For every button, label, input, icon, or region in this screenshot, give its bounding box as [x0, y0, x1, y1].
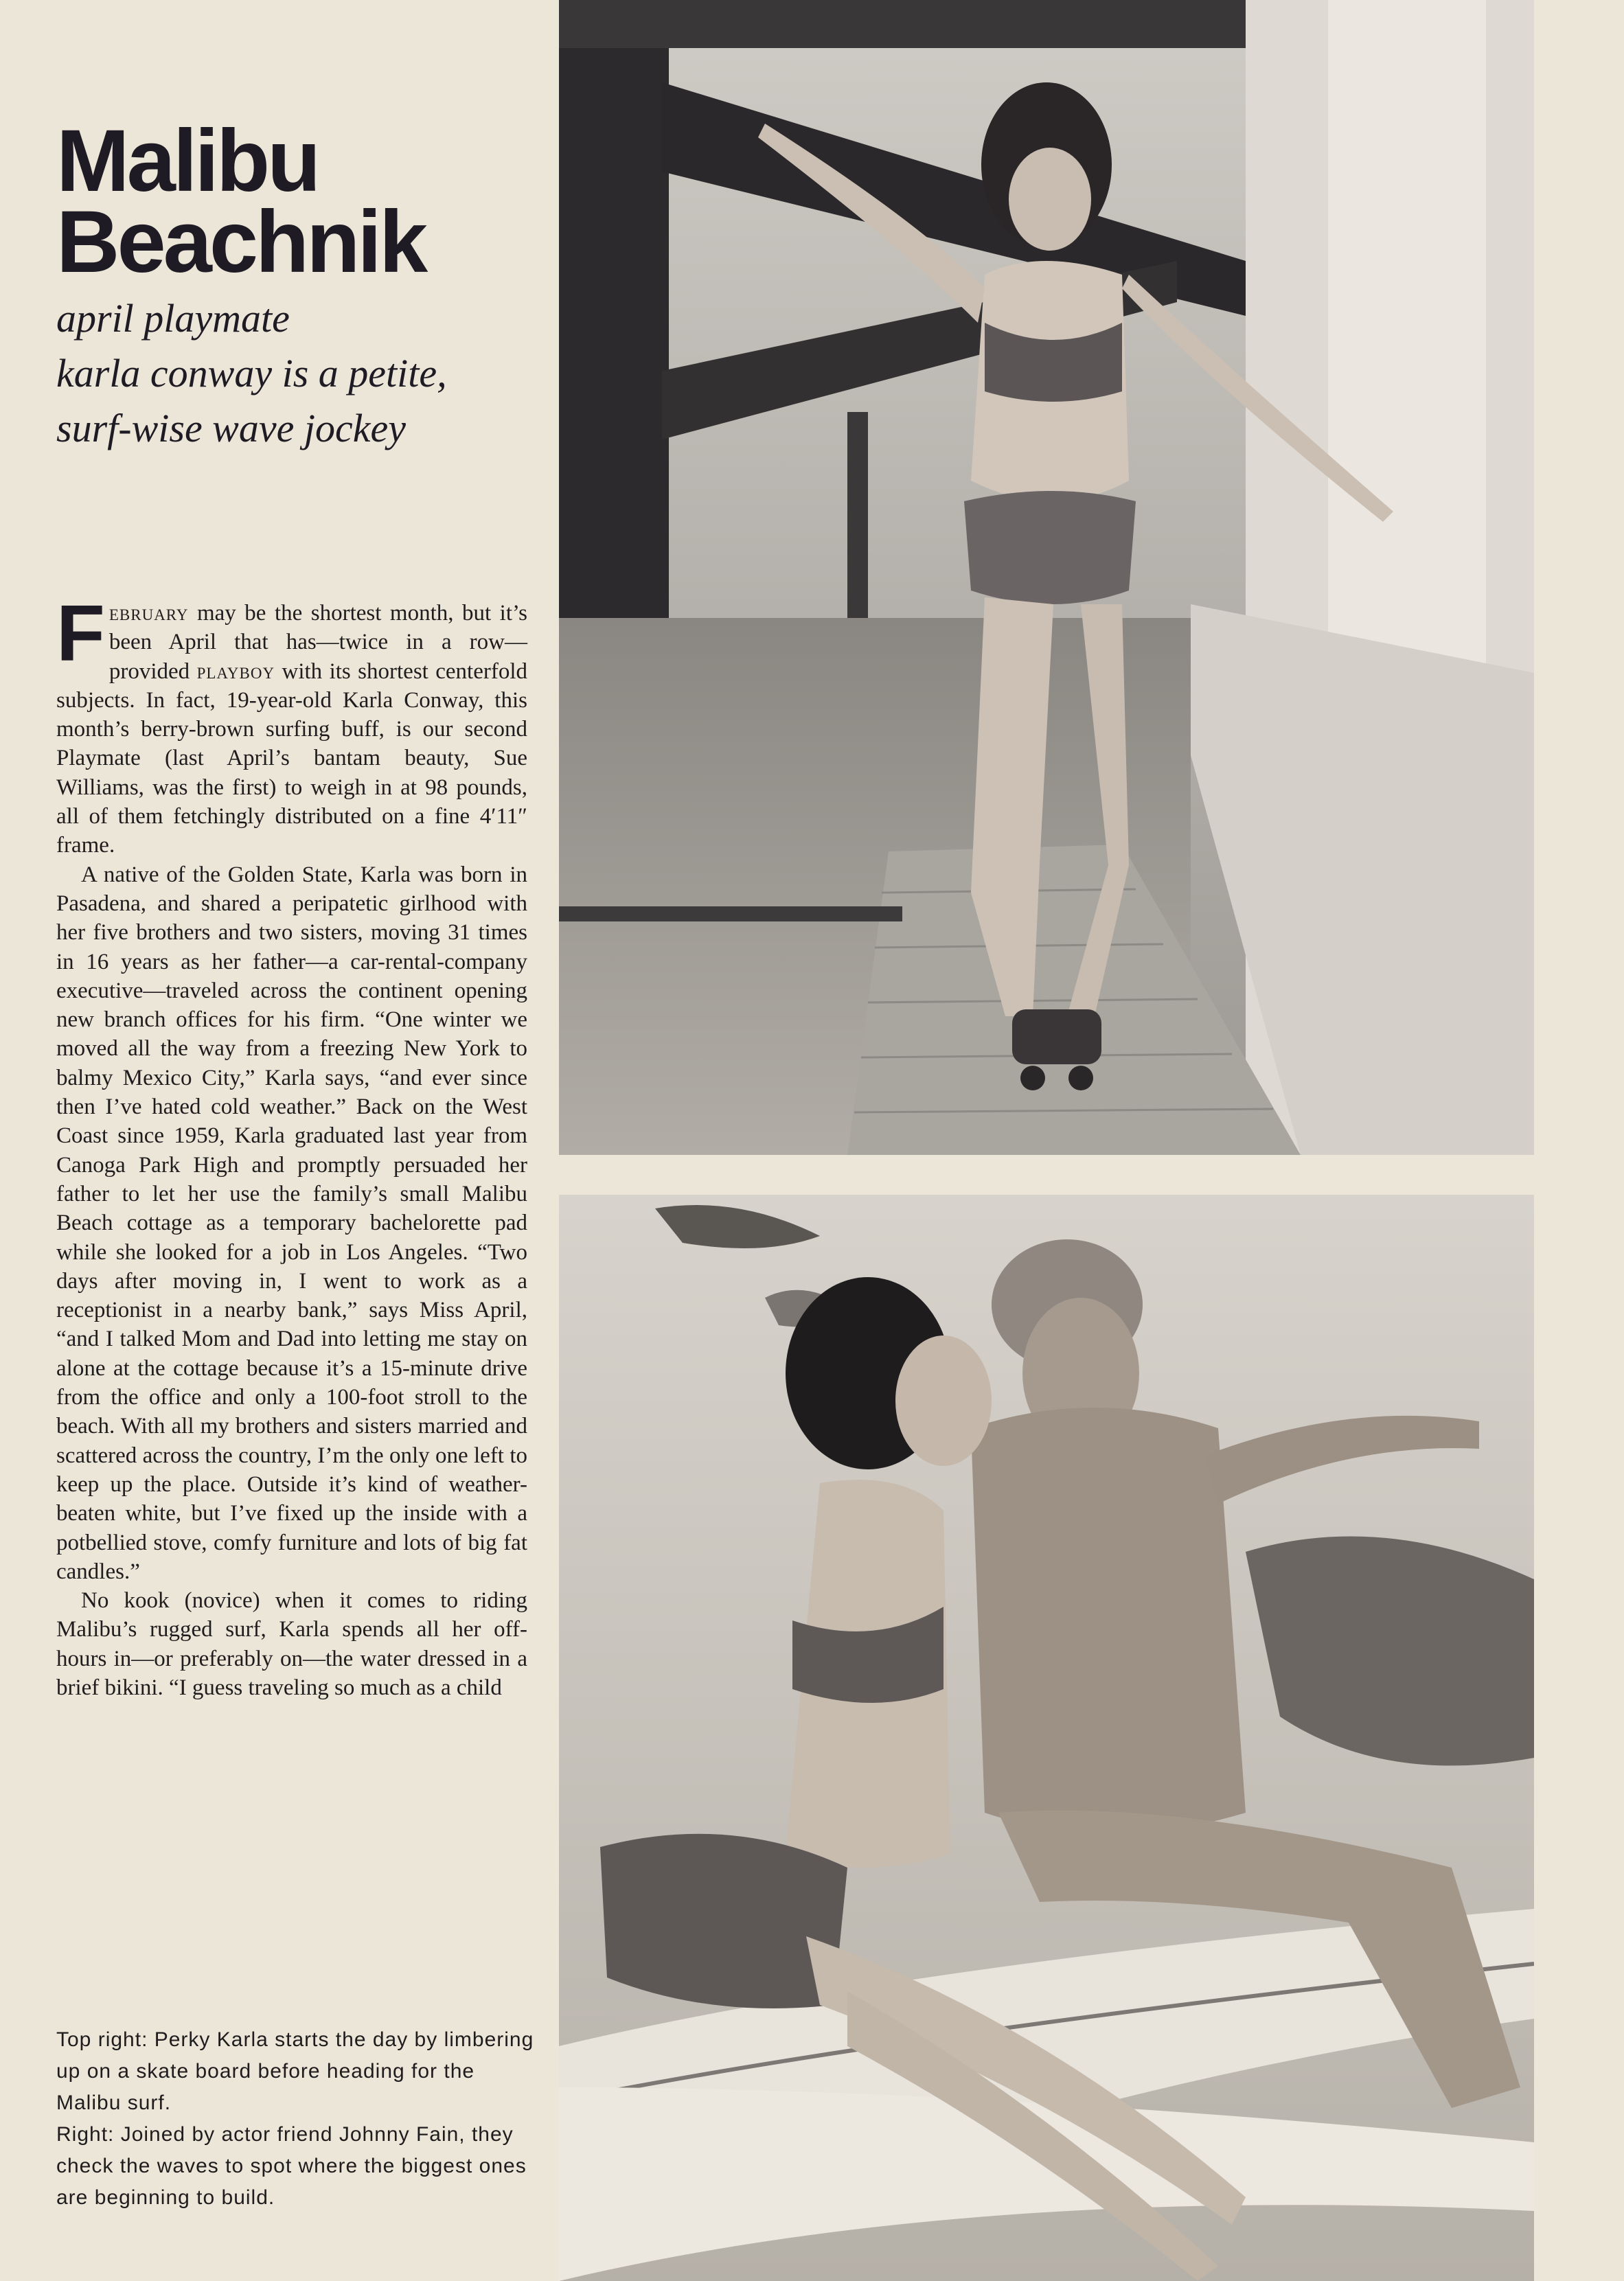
beach-couple-photo-illustration [559, 1195, 1534, 2281]
article-body [56, 588, 527, 1702]
paragraph-1 [56, 588, 527, 860]
title-line-2: Beachnik [56, 193, 426, 291]
skateboard-photo-illustration [559, 0, 1534, 1155]
title-line-1: Malibu [56, 112, 319, 210]
photo-couple-on-surfboard [559, 1195, 1534, 2281]
subtitle-line-3: surf-wise wave jockey [56, 406, 406, 450]
subtitle-line-1: april playmate [56, 296, 290, 341]
article-subtitle [56, 291, 551, 456]
lead-in-small-caps: ebruary [108, 601, 189, 626]
paragraph-3: No kook (novice) when it comes to riding Malibu’s rugged surf, Karla spends all her off-hours in—or preferably on—the water dressed in a brief bikini. “I guess traveling so much as a child [56, 1588, 527, 1700]
photo-woman-skateboarding [559, 0, 1534, 1155]
paragraph-1-text-a: may be the shortest month, but it’s been April that has—twice in a row—provided [108, 601, 527, 684]
paragraph-1-text-b: with its shortest centerfold subjects. In fact, 19-year-old Karla Conway, this month’s berry-brown surfing buff, is our second Playmate (last April’s bantam beauty, Sue Williams, was the first) to weigh in at 98 pounds, all of them fetchingly distributed on a fine 4′11″ frame. [56, 658, 527, 858]
drop-cap: F [56, 588, 105, 678]
photo-caption [56, 2024, 537, 2214]
article-title [56, 112, 551, 291]
subtitle-line-2: karla conway is a petite, [56, 351, 447, 396]
caption-top-right: Top right: Perky Karla starts the day by limbering up on a skate board before heading for the Malibu surf. [56, 2028, 534, 2114]
caption-right: Right: Joined by actor friend Johnny Fain, they check the waves to spot where the biggest ones are beginning to build. [56, 2123, 527, 2209]
paragraph-2: A native of the Golden State, Karla was born in Pasadena, and shared a peripatetic girlhood with her five brothers and two sisters, moving 31 times in 16 years as her father—a car-rental-company executive—traveled across the continent opening new branch offices for his firm. “One winter we moved all the way from a freezing New York to balmy Mexico City,” Karla says, “and ever since then I’ve hated cold weather.” Back on the West Coast since 1959, Karla graduated last year from Canoga Park High and promptly persuaded her father to let her use the family’s small Malibu Beach cottage as a temporary bachelorette pad while she looked for a job in Los Angeles. “Two days after moving in, I went to work as a receptionist in a nearby bank,” says Miss April, “and I talked Mom and Dad into letting me stay on alone at the cottage because it’s a 15-minute drive from the office and only a 100-foot stroll to the beach. With all my brothers and sisters married and scattered across the country, I’m the only one left to keep up the place. Outside it’s kind of weather-beaten white, but I’ve fixed up the inside with a potbellied stove, comfy furniture and lots of big fat candles.” [56, 862, 527, 1584]
magazine-name: playboy [196, 658, 275, 684]
